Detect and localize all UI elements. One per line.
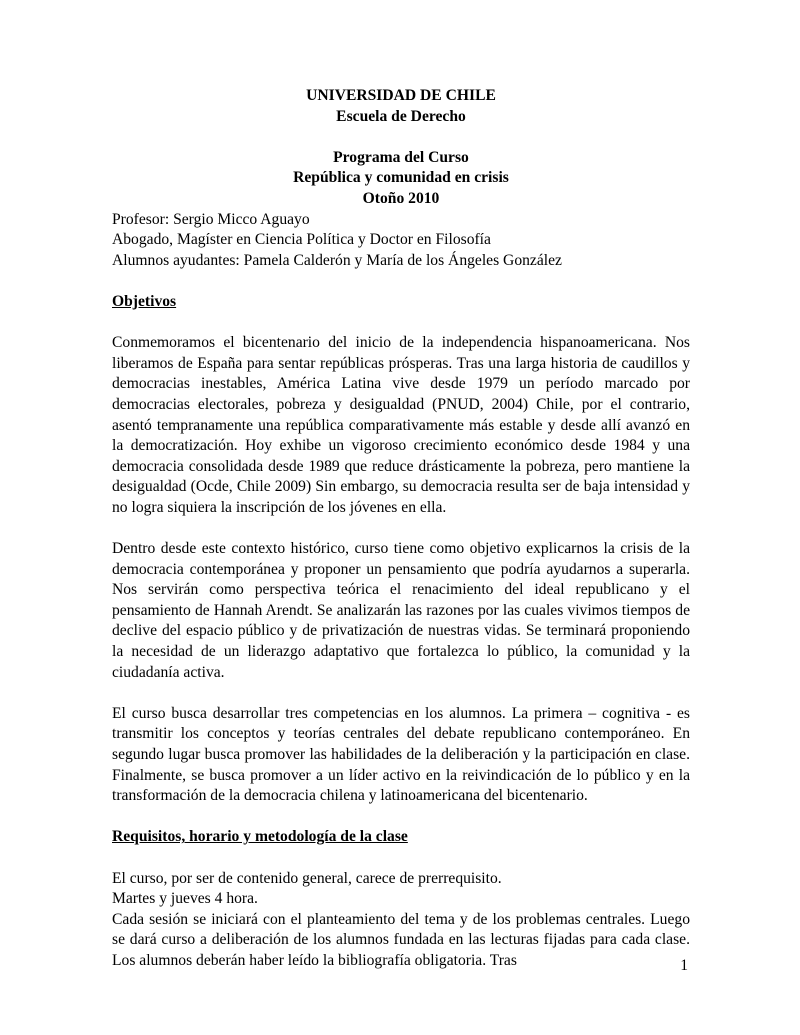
school-name: Escuela de Derecho <box>336 107 466 125</box>
course-term: Otoño 2010 <box>362 189 440 207</box>
requisitos-paragraph-1: Cada sesión se iniciará con el planteamiento del tema y de los problemas centrales. Luego se dará curso a deliberación de los alumnos fundada en las lecturas fijadas para cada clase. Los alumnos deberán haber leído la bibliografía obligatoria. Tras <box>112 910 690 969</box>
page-number: 1 <box>680 957 688 975</box>
course-title: República y comunidad en crisis <box>293 169 509 187</box>
objetivos-paragraph-1: Conmemoramos el bicentenario del inicio de la independencia hispanoamericana. Nos liberamos de España para sentar repúblicas prósperas. Tras una larga historia de caudillos y democracias inestables, América Latina vive desde 1979 un período marcado por democracias electorales, pobreza y desigualdad (PNUD, 2004) Chile, por el contrario, asentó tempranamente una república comparativamente más estable y desde allí avanzó en la democratización. Hoy exhibe un vigoroso crecimiento económico desde 1984 y una democracia consolidada desde 1989 que reduce drásticamente la pobreza, pero mantiene la desigualdad (Ocde, Chile 2009) Sin embargo, su democracia resulta ser de baja intensidad y no logra siquiera la inscripción de los jóvenes en ella. <box>112 334 690 516</box>
program-label: Programa del Curso <box>333 148 469 166</box>
professor-line: Profesor: Sergio Micco Aguayo <box>112 210 310 228</box>
section-heading-objetivos: Objetivos <box>112 292 177 310</box>
university-name: UNIVERSIDAD DE CHILE <box>306 87 496 104</box>
professor-credentials: Abogado, Magíster en Ciencia Política y Doctor en Filosofía <box>112 231 491 249</box>
assistants-line: Alumnos ayudantes: Pamela Calderón y María de los Ángeles González <box>112 251 562 269</box>
section-heading-requisitos: Requisitos, horario y metodología de la clase <box>112 828 408 846</box>
objetivos-paragraph-2: Dentro desde este contexto histórico, curso tiene como objetivo explicarnos la crisis de la democracia contemporánea y proponer un pensamiento que podría ayudarnos a superarla. Nos servirán como perspectiva teórica el renacimiento del ideal republicano y el pensamiento de Hannah Arendt. Se analizarán las razones por las cuales vivimos tiempos de declive del espacio público y de privatización de nuestras vidas. Se terminará proponiendo la necesidad de un liderazgo adaptativo que fortalezca lo público, la comunidad y la ciudadanía activa. <box>112 540 690 681</box>
requisitos-line-2: Martes y jueves 4 hora. <box>112 890 258 908</box>
requisitos-line-1: El curso, por ser de contenido general, carece de prerrequisito. <box>112 869 502 887</box>
objetivos-paragraph-3: El curso busca desarrollar tres competencias en los alumnos. La primera – cognitiva - es transmitir los conceptos y teorías centrales del debate republicano contemporáneo. En segundo lugar busca promover las habilidades de la deliberación y la participación en clase. Finalmente, se busca promover a un líder activo en la reivindicación de lo público y en la transformación de la democracia chilena y latinoamericana del bicentenario. <box>112 704 690 805</box>
